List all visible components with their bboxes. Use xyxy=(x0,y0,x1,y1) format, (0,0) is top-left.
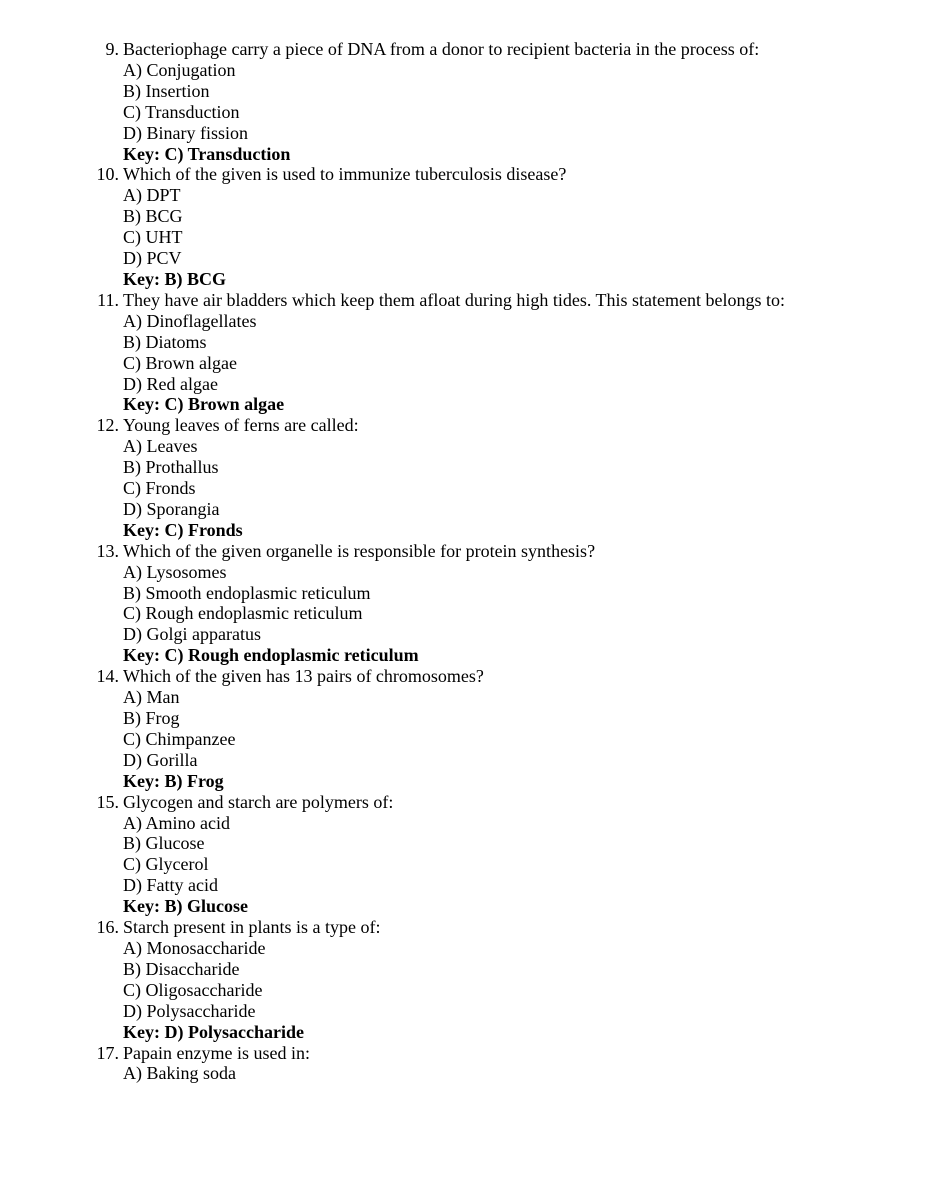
option-text: D) Red algae xyxy=(123,373,218,394)
option-text: B) Glucose xyxy=(123,833,205,854)
question-line xyxy=(0,541,928,562)
answer-key: Key: D) Polysaccharide xyxy=(123,1021,304,1042)
question-line xyxy=(0,917,928,938)
quiz-content xyxy=(0,39,928,1084)
option-text: A) Leaves xyxy=(123,436,198,457)
option-text: B) BCG xyxy=(123,206,183,227)
question-line xyxy=(0,792,928,813)
option-text: C) Transduction xyxy=(123,101,240,122)
question-number: 11. xyxy=(97,289,119,310)
option-text: A) DPT xyxy=(123,185,181,206)
question-block xyxy=(0,1043,928,1085)
answer-key: Key: B) BCG xyxy=(123,268,226,289)
question-number: 17. xyxy=(96,1042,119,1063)
question-line xyxy=(0,1043,928,1064)
option-text: C) Fronds xyxy=(123,478,196,499)
answer-key: Key: B) Frog xyxy=(123,770,224,791)
option-text: D) Polysaccharide xyxy=(123,1000,256,1021)
option-text: A) Man xyxy=(123,687,180,708)
question-number: 10. xyxy=(96,164,119,185)
option-text: D) Sporangia xyxy=(123,498,220,519)
question-line xyxy=(0,415,928,436)
answer-key: Key: C) Fronds xyxy=(123,519,243,540)
option-text: C) Brown algae xyxy=(123,352,237,373)
question-text: Young leaves of ferns are called: xyxy=(123,415,359,436)
option-text: D) Fatty acid xyxy=(123,875,218,896)
answer-key: Key: C) Brown algae xyxy=(123,394,285,415)
option-text: A) Baking soda xyxy=(123,1063,236,1084)
option-text: B) Smooth endoplasmic reticulum xyxy=(123,582,371,603)
option-text: C) UHT xyxy=(123,227,183,248)
question-line xyxy=(0,39,928,60)
question-text: Glycogen and starch are polymers of: xyxy=(123,791,394,812)
option-text: D) Binary fission xyxy=(123,122,248,143)
question-number: 16. xyxy=(96,917,119,938)
answer-key: Key: C) Transduction xyxy=(123,143,291,164)
question-text: Which of the given organelle is responsible for protein synthesis? xyxy=(123,540,596,561)
question-text: Which of the given has 13 pairs of chromosomes? xyxy=(123,666,484,687)
answer-key: Key: C) Rough endoplasmic reticulum xyxy=(123,645,419,666)
question-block xyxy=(0,39,928,164)
question-block xyxy=(0,415,928,540)
question-text: They have air bladders which keep them afloat during high tides. This statement belongs to: xyxy=(123,289,786,310)
question-block xyxy=(0,164,928,289)
option-text: A) Amino acid xyxy=(123,812,230,833)
question-text: Starch present in plants is a type of: xyxy=(123,917,381,938)
question-line xyxy=(0,290,928,311)
question-number: 13. xyxy=(96,540,119,561)
question-number: 14. xyxy=(96,666,119,687)
question-number: 12. xyxy=(96,415,119,436)
option-text: D) PCV xyxy=(123,248,182,269)
option-text: D) Golgi apparatus xyxy=(123,624,261,645)
option-text: A) Dinoflagellates xyxy=(123,310,257,331)
option-text: B) Prothallus xyxy=(123,457,219,478)
option-text: A) Monosaccharide xyxy=(123,937,266,958)
question-text: Which of the given is used to immunize tuberculosis disease? xyxy=(123,164,567,185)
answer-key: Key: B) Glucose xyxy=(123,896,248,917)
question-block xyxy=(0,666,928,791)
option-text: A) Conjugation xyxy=(123,59,236,80)
question-block xyxy=(0,541,928,666)
question-number: 15. xyxy=(96,791,119,812)
option-text: A) Lysosomes xyxy=(123,561,227,582)
question-block xyxy=(0,290,928,415)
option-text: C) Oligosaccharide xyxy=(123,979,263,1000)
option-text: B) Insertion xyxy=(123,80,210,101)
question-line xyxy=(0,164,928,185)
question-block xyxy=(0,917,928,1042)
question-block xyxy=(0,792,928,917)
option-text: B) Diatoms xyxy=(123,331,207,352)
option-text: B) Frog xyxy=(123,708,180,728)
option-text: C) Chimpanzee xyxy=(123,728,236,749)
option-text: C) Glycerol xyxy=(123,854,209,875)
question-line xyxy=(0,666,928,687)
option-text: C) Rough endoplasmic reticulum xyxy=(123,603,363,624)
question-text: Bacteriophage carry a piece of DNA from a donor to recipient bacteria in the process of: xyxy=(123,39,760,59)
option-text: D) Gorilla xyxy=(123,749,198,770)
option-text: B) Disaccharide xyxy=(123,958,240,979)
question-text: Papain enzyme is used in: xyxy=(123,1042,310,1063)
question-number: 9. xyxy=(105,39,119,59)
